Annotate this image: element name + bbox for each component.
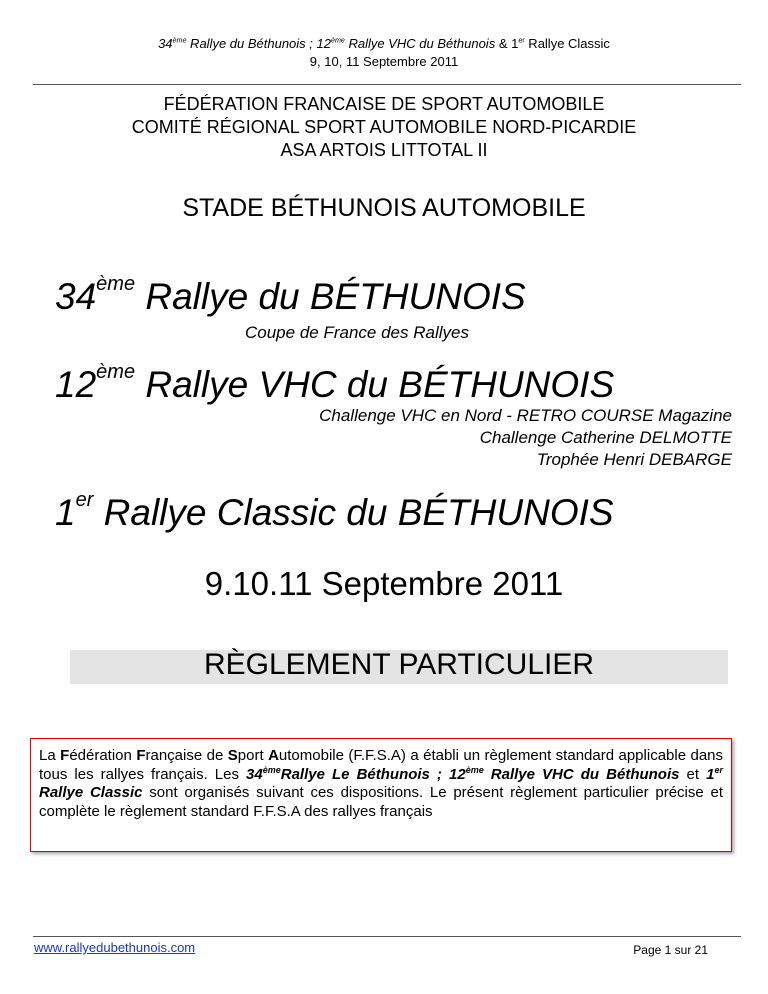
reglement-title: RÈGLEMENT PARTICULIER (203, 648, 595, 681)
rally3-title: 1er Rallye Classic du BÉTHUNOIS (55, 488, 614, 533)
rally2-title: 12ème Rallye VHC du BÉTHUNOIS (55, 360, 615, 405)
rally2-challenge-3: Trophée Henri DEBARGE (536, 450, 732, 469)
intro-box (30, 738, 732, 852)
event-dates: 9.10.11 Septembre 2011 (204, 565, 564, 602)
website-link[interactable]: www.rallyedubethunois.com (34, 940, 196, 955)
header-divider (33, 84, 741, 85)
running-header: 34ème Rallye du Béthunois ; 12ème Rallye VHC du Béthunois & 1er Rallye Classic (158, 36, 610, 51)
running-header-dates: 9, 10, 11 Septembre 2011 (309, 54, 459, 69)
organizer-federation: FÉDÉRATION FRANCAISE DE SPORT AUTOMOBILE (163, 94, 605, 114)
rally2-challenge-2: Challenge Catherine DELMOTTE (479, 428, 732, 447)
footer-divider (33, 936, 741, 937)
page-number: Page 1 sur 21 (633, 943, 708, 957)
organizer-asa: ASA ARTOIS LITTOTAL II (280, 140, 488, 160)
organizer-committee: COMITÉ RÉGIONAL SPORT AUTOMOBILE NORD-PICARDIE (131, 117, 637, 137)
rally1-subtitle: Coupe de France des Rallyes (245, 323, 469, 342)
rally1-title: 34ème Rallye du BÉTHUNOIS (55, 272, 526, 317)
rally2-challenge-1: Challenge VHC en Nord - RETRO COURSE Magazine (319, 406, 732, 425)
club-name: STADE BÉTHUNOIS AUTOMOBILE (182, 194, 586, 222)
intro-paragraph: La Fédération Française de Sport Automobile (F.F.S.A) a établi un règlement standard applicable dans tous les rallyes français. Les 34èmeRallye Le Béthunois ; 12ème Rallye VHC du Béthunois et 1er Rallye Classic sont organisés suivant ces dispositions. Le présent règlement particulier précise et complète le règlement standard F.F.S.A des rallyes français (39, 747, 724, 820)
